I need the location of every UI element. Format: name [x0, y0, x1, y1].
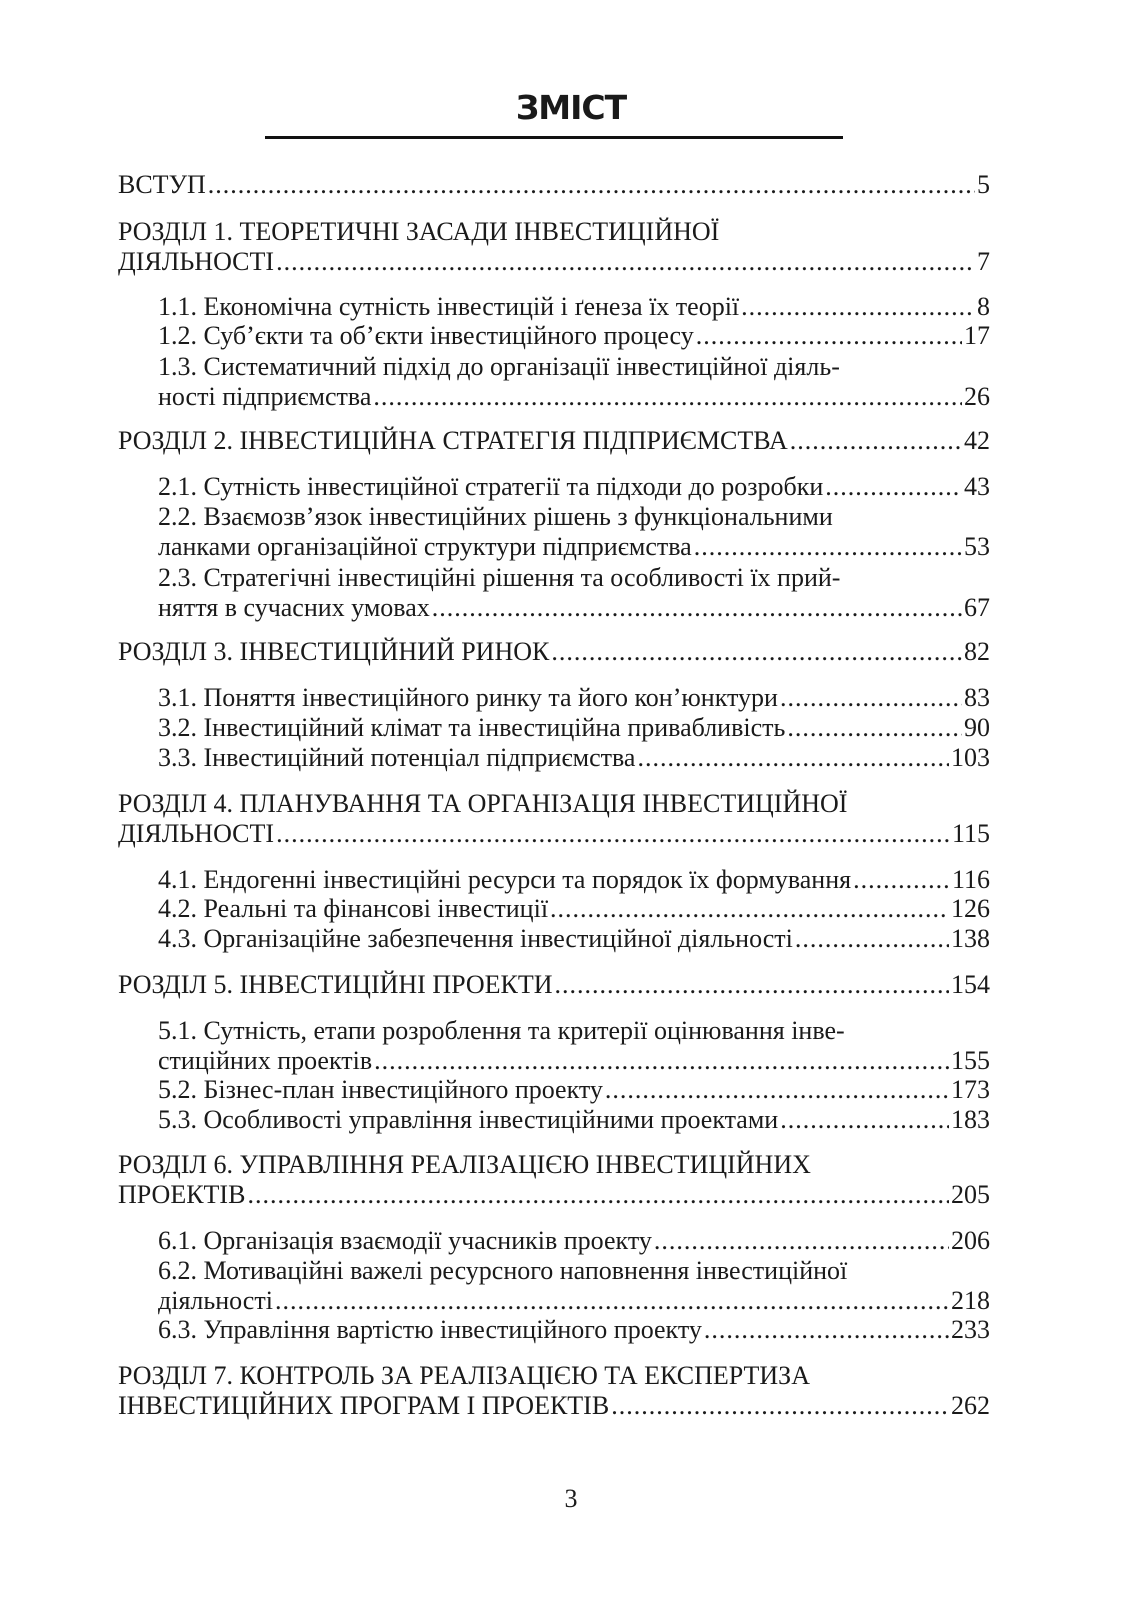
entry-title: 3.2. Інвестиційний клімат та інвестиційна привабливість [158, 713, 786, 742]
dot-leader [247, 1180, 949, 1210]
entry-title: 4.3. Організаційне забезпечення інвестиційної діяльності [158, 924, 793, 953]
entry-title-line: РОЗДІЛ 7. КОНТРОЛЬ ЗА РЕАЛІЗАЦІЄЮ ТА ЕКСПЕРТИЗА [118, 1361, 810, 1390]
dot-leader [654, 1226, 949, 1256]
toc-chapter-entry[interactable] [118, 637, 990, 667]
toc-section-entry[interactable] [158, 1226, 990, 1256]
toc-section-entry[interactable] [158, 1105, 990, 1135]
entry-page: 115 [951, 819, 990, 848]
entry-title: ДІЯЛЬНОСТІ [118, 247, 275, 276]
entry-page: 17 [964, 321, 990, 350]
dot-leader [694, 532, 962, 562]
entry-page: 116 [951, 865, 990, 894]
toc-section-entry[interactable] [158, 1016, 990, 1076]
entry-page: 42 [964, 426, 990, 455]
entry-page: 90 [964, 713, 990, 742]
entry-title: 6.1. Організація взаємодії учасників проекту [158, 1226, 652, 1255]
dot-leader [825, 472, 962, 502]
entry-page: 154 [951, 970, 990, 999]
dot-leader [208, 170, 975, 200]
entry-title: 5.3. Особливості управління інвестиційними проектами [158, 1105, 779, 1134]
entry-title: діяльності [158, 1286, 273, 1315]
entry-title: 5.2. Бізнес-план інвестиційного проекту [158, 1075, 603, 1104]
dot-leader [275, 1286, 949, 1316]
entry-page: 262 [951, 1391, 990, 1420]
entry-title-line: РОЗДІЛ 6. УПРАВЛІННЯ РЕАЛІЗАЦІЄЮ ІНВЕСТИЦІЙНИХ [118, 1150, 811, 1179]
toc-section-entry[interactable] [158, 1075, 990, 1105]
dot-leader [790, 426, 962, 456]
entry-page: 155 [951, 1046, 990, 1075]
dot-leader [696, 321, 962, 351]
entry-title: 3.3. Інвестиційний потенціал підприємства [158, 743, 636, 772]
dot-leader [276, 819, 950, 849]
entry-page: 183 [951, 1105, 990, 1134]
entry-page: 138 [951, 924, 990, 953]
entry-title: ІНВЕСТИЦІЙНИХ ПРОГРАМ І ПРОЕКТІВ [118, 1391, 610, 1420]
entry-page: 103 [951, 743, 990, 772]
toc-chapter-entry[interactable] [118, 1361, 990, 1421]
entry-title-line: 1.3. Систематичний підхід до організації інвестиційної діяль- [158, 352, 840, 381]
dot-leader [611, 1391, 949, 1421]
dot-leader [780, 683, 962, 713]
entry-title-line: 6.2. Мотиваційні важелі ресурсного наповнення інвестиційної [158, 1256, 848, 1285]
entry-title-line: 2.3. Стратегічні інвестиційні рішення та особливості їх прий- [158, 563, 841, 592]
entry-page: 205 [951, 1180, 990, 1209]
entry-title-line: 2.2. Взаємозв’язок інвестиційних рішень з функціональними [158, 502, 833, 531]
dot-leader [373, 382, 962, 412]
dot-leader [605, 1075, 949, 1105]
dot-leader [704, 1315, 949, 1345]
toc-chapter-entry[interactable] [118, 217, 990, 277]
entry-page: 43 [964, 472, 990, 501]
entry-title: няття в сучасних умовах [158, 593, 430, 622]
entry-page: 126 [951, 894, 990, 923]
entry-title: 6.3. Управління вартістю інвестиційного проекту [158, 1315, 702, 1344]
entry-title: ВСТУП [118, 170, 206, 199]
toc-section-entry[interactable] [158, 865, 990, 895]
dot-leader [432, 593, 962, 623]
dot-leader [555, 970, 949, 1000]
page-title: ЗМІСТ [515, 88, 627, 127]
toc-section-entry[interactable] [158, 321, 990, 351]
entry-title: РОЗДІЛ 5. ІНВЕСТИЦІЙНІ ПРОЕКТИ [118, 970, 553, 999]
entry-title: РОЗДІЛ 3. ІНВЕСТИЦІЙНИЙ РИНОК [118, 637, 550, 666]
entry-title-line: РОЗДІЛ 1. ТЕОРЕТИЧНІ ЗАСАДИ ІНВЕСТИЦІЙНОЇ [118, 217, 720, 246]
toc-section-entry[interactable] [158, 683, 990, 713]
entry-title: ПРОЕКТІВ [118, 1180, 246, 1209]
entry-page: 7 [977, 247, 990, 276]
entry-page: 206 [951, 1226, 990, 1255]
toc-section-entry[interactable] [158, 1315, 990, 1345]
entry-title: 1.1. Економічна сутність інвестицій і ґенеза їх теорії [158, 292, 740, 321]
entry-page: 26 [964, 382, 990, 411]
toc-section-entry[interactable] [158, 563, 990, 623]
toc-section-entry[interactable] [158, 1256, 990, 1316]
entry-page: 82 [964, 637, 990, 666]
title-underline [265, 136, 843, 139]
entry-title: стиційних проектів [158, 1046, 373, 1075]
dot-leader [550, 894, 949, 924]
entry-title-line: 5.1. Сутність, етапи розроблення та критерії оцінювання інве- [158, 1016, 845, 1045]
page-number: 3 [564, 1484, 578, 1513]
dot-leader [795, 924, 949, 954]
toc-chapter-entry[interactable] [118, 170, 990, 200]
entry-title-line: РОЗДІЛ 4. ПЛАНУВАННЯ ТА ОРГАНІЗАЦІЯ ІНВЕСТИЦІЙНОЇ [118, 789, 848, 818]
entry-title: 3.1. Поняття інвестиційного ринку та його кон’юнктури [158, 683, 778, 712]
dot-leader [551, 637, 962, 667]
entry-page: 5 [977, 170, 990, 199]
entry-title: 4.1. Ендогенні інвестиційні ресурси та порядок їх формування [158, 865, 852, 894]
toc-section-entry[interactable] [158, 352, 990, 412]
toc-section-entry[interactable] [158, 924, 990, 954]
entry-page: 233 [951, 1315, 990, 1344]
toc-chapter-entry[interactable] [118, 970, 990, 1000]
toc-section-entry[interactable] [158, 502, 990, 562]
toc-section-entry[interactable] [158, 472, 990, 502]
dot-leader [741, 292, 975, 322]
entry-title: ДІЯЛЬНОСТІ [118, 819, 275, 848]
entry-title: ності підприємства [158, 382, 372, 411]
entry-title: 4.2. Реальні та фінансові інвестиції [158, 894, 549, 923]
entry-title: РОЗДІЛ 2. ІНВЕСТИЦІЙНА СТРАТЕГІЯ ПІДПРИЄМСТВА [118, 426, 788, 455]
dot-leader [276, 247, 975, 277]
toc-chapter-entry[interactable] [118, 789, 990, 849]
toc-chapter-entry[interactable] [118, 1150, 990, 1210]
dot-leader [374, 1046, 949, 1076]
entry-page: 173 [951, 1075, 990, 1104]
entry-page: 83 [964, 683, 990, 712]
toc-section-entry[interactable] [158, 292, 990, 322]
entry-page: 218 [951, 1286, 990, 1315]
entry-page: 67 [964, 593, 990, 622]
entry-page: 53 [964, 532, 990, 561]
dot-leader [637, 743, 949, 773]
entry-title: 2.1. Сутність інвестиційної стратегії та підходи до розробки [158, 472, 824, 501]
toc-section-entry[interactable] [158, 743, 990, 773]
entry-title: 1.2. Суб’єкти та об’єкти інвестиційного процесу [158, 321, 694, 350]
entry-page: 8 [977, 292, 990, 321]
toc-section-entry[interactable] [158, 894, 990, 924]
toc-chapter-entry[interactable] [118, 426, 990, 456]
dot-leader [853, 865, 950, 895]
toc-section-entry[interactable] [158, 713, 990, 743]
dot-leader [780, 1105, 949, 1135]
entry-title: ланками організаційної структури підприємства [158, 532, 692, 561]
dot-leader [787, 713, 962, 743]
